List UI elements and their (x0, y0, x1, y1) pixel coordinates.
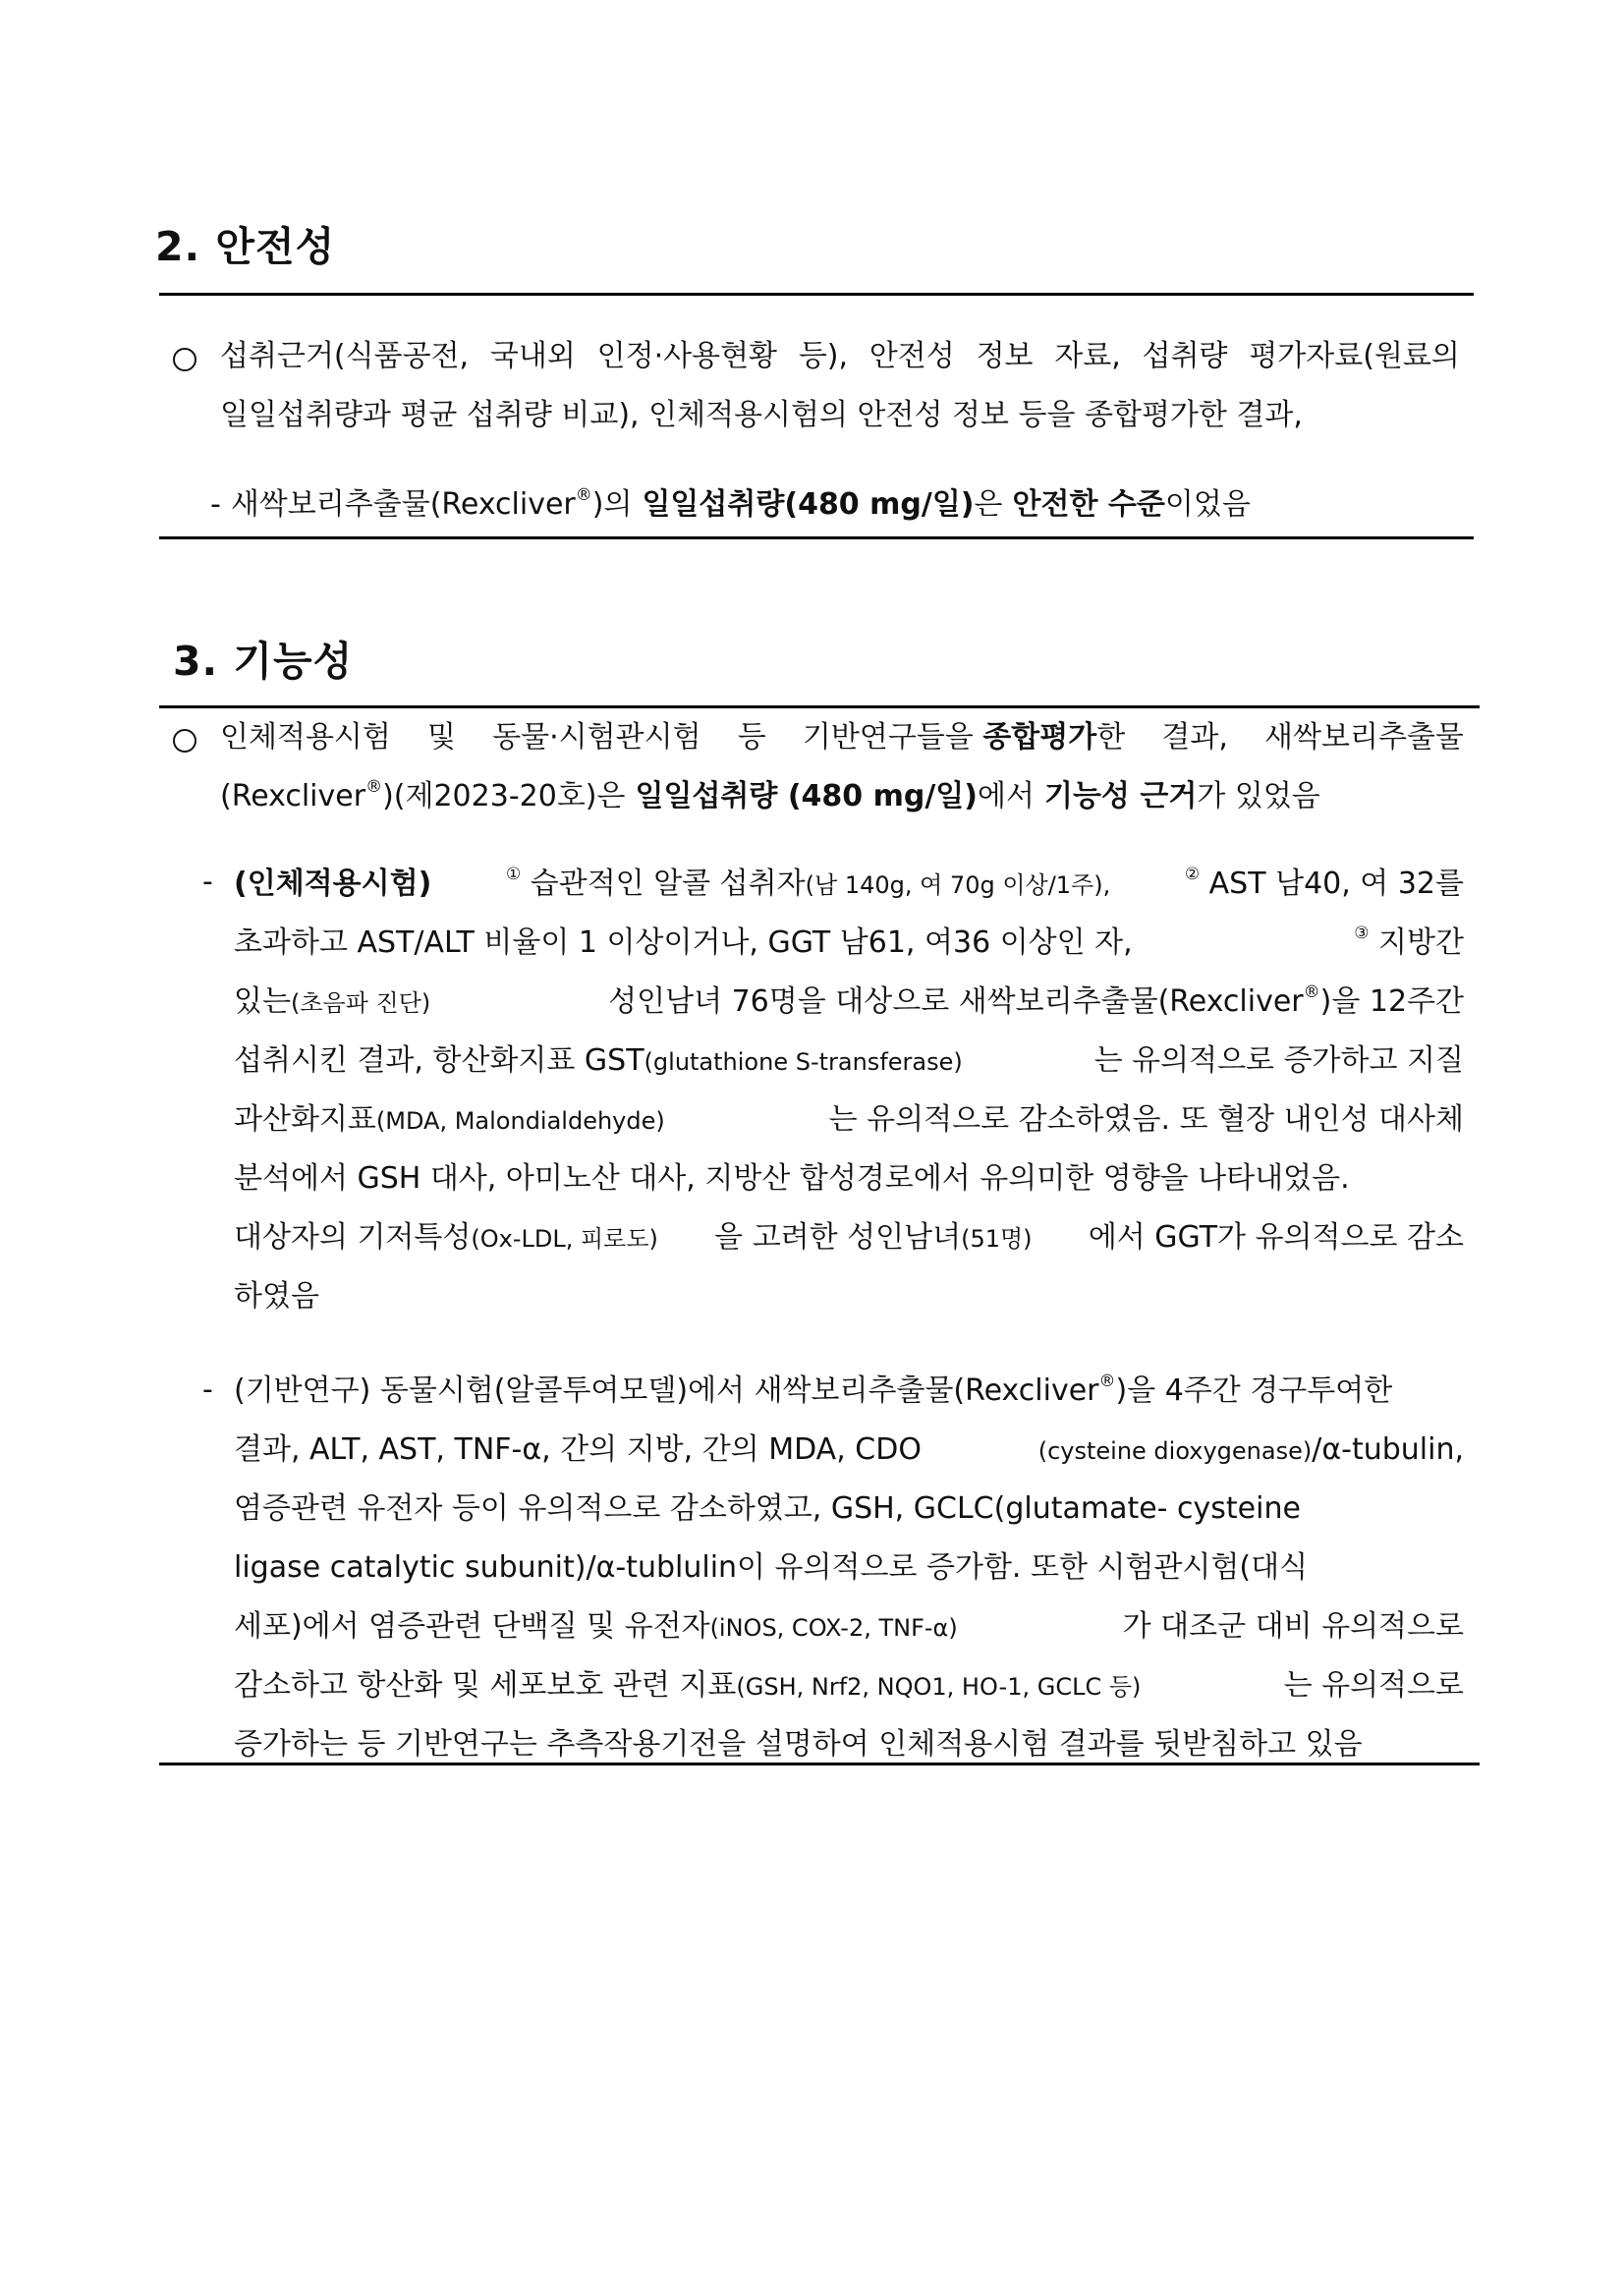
section-3-heading: 3. 기능성 (173, 638, 354, 685)
small-text: (남 140g, 여 70g 이상/1주), (805, 870, 1111, 899)
bullet-line-1 (220, 708, 1464, 767)
circled-number: ③ (1354, 924, 1370, 943)
word: 한 (1096, 720, 1126, 755)
text: 가 대조군 대비 유의적으로 (1122, 1609, 1464, 1644)
small-text: (MDA, Malondialdehyde) (375, 1106, 665, 1135)
human-line-3 (234, 973, 1464, 1032)
text: 섭취시킨 결과, 항산화지표 GST (234, 1042, 644, 1078)
word: 기반연구들을 (802, 720, 974, 755)
basic-line-5 (234, 1597, 1464, 1656)
text: AST 남40, 여 32를 (1208, 867, 1464, 901)
bold-human-study: (인체적용시험) (234, 867, 432, 901)
registered-mark: ® (365, 777, 383, 797)
text: 성인남녀 76명을 대상으로 새싹보리추출물(Rexcliver (608, 984, 1304, 1019)
text: (Rexcliver (220, 779, 366, 813)
word: 등), (798, 339, 849, 373)
dash: - (202, 1372, 213, 1407)
small-text: (초음파 진단) (290, 988, 431, 1017)
bold-functional-evidence: 기능성 근거 (1043, 779, 1198, 813)
text: 가 있었음 (1197, 779, 1320, 813)
text: 에서 (978, 779, 1035, 813)
word: 인정·사용현황 (596, 339, 778, 373)
basic-line-3 (234, 1480, 1464, 1539)
small-text: (iNOS, COX-2, TNF-α) (709, 1613, 958, 1642)
text: )을 12주간 (1319, 984, 1464, 1019)
circle-bullet-icon (173, 348, 196, 371)
bold-safe-level: 안전한 수준 (1012, 487, 1165, 522)
basic-line-4 (234, 1539, 1464, 1597)
human-line-2 (234, 914, 1464, 973)
human-line-8 (234, 1267, 1464, 1326)
word: 정보 (976, 339, 1034, 373)
text: 는 유의적으로 감소하였음. 또 혈장 내인성 대사체 (828, 1102, 1464, 1137)
bullet-line-2 (220, 386, 1460, 445)
human-line-5 (234, 1091, 1464, 1149)
word: 평가자료(원료의 (1249, 339, 1460, 373)
text: 을 고려한 성인남녀 (714, 1219, 962, 1255)
conclusion-line (210, 476, 1460, 534)
text: 있는 (234, 983, 291, 1019)
small-text: (51명) (961, 1224, 1033, 1253)
text: 세포)에서 염증관련 단백질 및 유전자 (234, 1608, 710, 1644)
line-text: 일일섭취량과 평균 섭취량 비교), 인체적용시험의 안전성 정보 등을 종합평가한 결과, (220, 398, 1303, 432)
section-3-bullet (220, 708, 1464, 826)
word: 및 (427, 720, 457, 755)
bold-intake: 일일섭취량 (480 mg/일) (635, 779, 978, 813)
text: 감소하고 항산화 및 세포보호 관련 지표 (234, 1667, 737, 1703)
basic-research-paragraph (234, 1362, 1464, 1774)
text: /α-tubulin, (1312, 1431, 1464, 1467)
basic-line-7 (234, 1715, 1464, 1774)
text: 은 (974, 487, 1003, 522)
line-text: 하였음 (234, 1279, 319, 1314)
word: 섭취량 (1142, 339, 1228, 373)
circle-bullet-icon (173, 729, 196, 753)
bullet-line-2 (220, 767, 1464, 826)
text: (기반연구) 동물시험(알콜투여모델)에서 새싹보리추출물(Rexcliver (234, 1373, 1099, 1408)
word: 안전성 (868, 339, 955, 373)
dash: - (202, 865, 213, 899)
word: 결과, (1161, 720, 1228, 755)
text: 는 유의적으로 증가하고 지질 (1093, 1043, 1464, 1078)
line-text: 분석에서 GSH 대사, 아미노산 대사, 지방산 합성경로에서 유의미한 영향을 나타내었음. (234, 1161, 1350, 1196)
text: 과산화지표 (234, 1101, 376, 1137)
word: 인체적용시험 (220, 720, 391, 755)
human-line-1 (234, 855, 1464, 914)
text: 는 유의적으로 (1283, 1668, 1464, 1703)
bold-intake: 일일섭취량(480 mg/일) (642, 487, 975, 522)
basic-line-2 (234, 1421, 1464, 1480)
registered-mark: ® (1098, 1372, 1116, 1391)
word: 국내외 (489, 339, 576, 373)
section-2-heading: 2. 안전성 (155, 223, 336, 270)
registered-mark: ® (1303, 982, 1320, 1002)
registered-mark: ® (575, 485, 592, 505)
basic-line-1 (234, 1362, 1464, 1421)
text: 결과, ALT, AST, TNF-α, 간의 지방, 간의 MDA, CDO (234, 1432, 922, 1467)
small-text: (GSH, Nrf2, NQO1, HO-1, GCLC 등) (736, 1672, 1142, 1701)
text: 습관적인 알콜 섭취자 (530, 866, 806, 901)
line-text: ligase catalytic subunit)/α-tublulin이 유의적으로 증가함. 또한 시험관시험(대식 (234, 1550, 1309, 1585)
human-line-4 (234, 1032, 1464, 1091)
word: 동물·시험관시험 (492, 720, 701, 755)
text: 지방간 (1378, 925, 1464, 960)
word: 등 (737, 720, 766, 755)
text: 이었음 (1164, 487, 1251, 522)
small-text: (glutathione S-transferase) (644, 1047, 963, 1076)
circled-number: ② (1184, 865, 1201, 884)
text: 대상자의 기저특성 (234, 1219, 472, 1255)
human-line-6 (234, 1149, 1464, 1208)
section-2-conclusion (210, 476, 1460, 534)
section-2-bottom-rule (159, 536, 1474, 539)
text: 에서 GGT가 유의적으로 감소 (1088, 1220, 1464, 1255)
line-text: 초과하고 AST/ALT 비율이 1 이상이거나, GGT 남61, 여36 이상인 자, (234, 925, 1133, 960)
human-line-7 (234, 1208, 1464, 1267)
word: 섭취근거(식품공전, (220, 339, 470, 373)
text: 새싹보리추출물(Rexcliver (230, 487, 576, 522)
basic-line-6 (234, 1656, 1464, 1715)
section-2-bullet (220, 327, 1460, 445)
bullet-line-1 (220, 327, 1460, 386)
small-text: (cysteine dioxygenase) (1037, 1436, 1313, 1465)
line-text: 증가하는 등 기반연구는 추측작용기전을 설명하여 인체적용시험 결과를 뒷받침하고 있음 (234, 1727, 1363, 1762)
word: 자료, (1054, 339, 1121, 373)
text: )을 4주간 경구투여한 (1115, 1373, 1393, 1408)
section-2-top-rule (159, 293, 1474, 296)
circled-number: ① (505, 864, 522, 884)
human-study-paragraph (234, 855, 1464, 1326)
dash: - (210, 487, 221, 522)
section-3-bottom-rule (159, 1763, 1480, 1765)
text: )(제2023-20호)은 (382, 779, 626, 813)
word: 새싹보리추출물 (1264, 720, 1464, 755)
bold-comprehensive-evaluation: 종합평가 (982, 720, 1097, 755)
small-text: (Ox-LDL, 피로도) (471, 1224, 658, 1253)
line-text: 염증관련 유전자 등이 유의적으로 감소하였고, GSH, GCLC(glutamate- cysteine (234, 1491, 1301, 1526)
text: )의 (591, 487, 633, 522)
